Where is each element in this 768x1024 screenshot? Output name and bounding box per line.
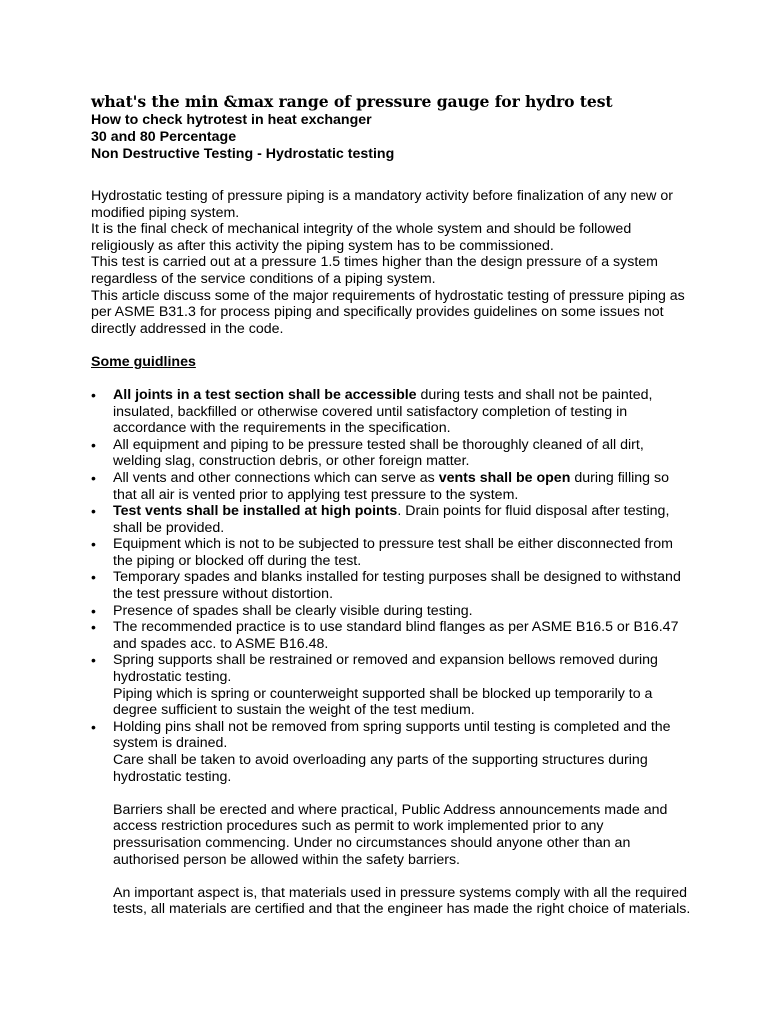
item-paragraph: An important aspect is, that materials used in pressure systems comply with all the required tests, all materials are certified and that the engineer has made the right choice of materials. bbox=[113, 884, 691, 918]
bold-text: All joints in a test section shall be accessible bbox=[113, 386, 417, 403]
list-item bbox=[91, 536, 691, 569]
item-text: All equipment and piping to be pressure tested shall be thoroughly cleaned of all dirt, welding slag, construction debris, or other foreign matter. bbox=[113, 436, 644, 470]
bullet-marker: • bbox=[91, 386, 96, 403]
paragraph-gap bbox=[113, 785, 691, 802]
bullet-marker: • bbox=[91, 503, 96, 520]
bullet-marker: • bbox=[91, 718, 96, 735]
guidelines-list bbox=[91, 387, 691, 918]
bullet-marker: • bbox=[91, 652, 96, 669]
intro-section bbox=[91, 188, 691, 337]
list-item bbox=[91, 470, 691, 503]
item-text: during filling so that all air is vented prior to applying test pressure to the system. bbox=[113, 469, 669, 503]
bullet-marker: • bbox=[91, 602, 96, 619]
intro-paragraph: This article discuss some of the major requirements of hydrostatic testing of pressure piping as per ASME B31.3 for process piping and specifically provides guidelines on some issues not directly addressed in the code. bbox=[91, 287, 685, 337]
list-item bbox=[91, 603, 691, 620]
bullet-marker: • bbox=[91, 469, 96, 486]
item-text: All vents and other connections which can serve as bbox=[113, 469, 439, 486]
paragraph-gap bbox=[113, 868, 691, 885]
item-paragraph: Barriers shall be erected and where practical, Public Address announcements made and access restriction procedures such as permit to work implemented prior to any pressurisation commencing. Under no circumstances should anyone other than an authorised person be allowed within the safety barriers. bbox=[113, 801, 668, 868]
document-page bbox=[91, 92, 691, 918]
item-text: Holding pins shall not be removed from spring supports until testing is completed and the system is drained. bbox=[113, 718, 671, 752]
item-text: Equipment which is not to be subjected to pressure test shall be either disconnected from the piping or blocked off during the test. bbox=[113, 536, 673, 569]
bullet-marker: • bbox=[91, 436, 96, 453]
item-text: Care shall be taken to avoid overloading any parts of the supporting structures during hydrostatic testing. bbox=[113, 752, 648, 785]
item-text: during tests and shall not be painted, insulated, backfilled or otherwise covered until satisfactory completion of testing in accordance with the requirements in the specification. bbox=[113, 386, 653, 437]
bold-text: vents shall be open bbox=[438, 469, 571, 486]
subheading-percentage: 30 and 80 Percentage bbox=[91, 129, 237, 145]
list-item bbox=[91, 437, 691, 470]
list-item bbox=[91, 652, 691, 718]
list-item bbox=[91, 387, 691, 437]
section-title-guidelines: Some guidlines bbox=[91, 354, 196, 371]
document-title: what's the min &max range of pressure gauge for hydro test bbox=[91, 92, 613, 111]
item-text: Temporary spades and blanks installed for testing purposes shall be designed to withstand the test pressure without distortion. bbox=[113, 569, 681, 603]
bullet-marker: • bbox=[91, 536, 96, 553]
bullet-marker: • bbox=[91, 619, 96, 636]
bullet-marker: • bbox=[91, 569, 96, 586]
list-item bbox=[91, 569, 691, 602]
list-item bbox=[91, 503, 691, 536]
item-text: Piping which is spring or counterweight supported shall be blocked up temporarily to a degree sufficient to sustain the weight of the test medium. bbox=[113, 685, 653, 719]
list-item bbox=[91, 619, 691, 652]
item-text: Presence of spades shall be clearly visible during testing. bbox=[113, 602, 473, 619]
subheading-ndt: Non Destructive Testing - Hydrostatic testing bbox=[91, 146, 395, 162]
item-text: The recommended practice is to use standard blind flanges as per ASME B16.5 or B16.47 and spades acc. to ASME B16.48. bbox=[113, 619, 679, 652]
intro-paragraph: This test is carried out at a pressure 1.5 times higher than the design pressure of a system regardless of the service conditions of a piping system. bbox=[91, 254, 658, 287]
subheading-heat-exchanger: How to check hytrotest in heat exchanger bbox=[91, 112, 372, 128]
item-text: Spring supports shall be restrained or removed and expansion bellows removed during hydrostatic testing. bbox=[113, 652, 658, 686]
intro-paragraph: It is the final check of mechanical integrity of the whole system and should be followed religiously as after this activity the piping system has to be commissioned. bbox=[91, 221, 632, 254]
item-text: . Drain points for fluid disposal after testing, shall be provided. bbox=[113, 503, 670, 536]
intro-paragraph: Hydrostatic testing of pressure piping is a mandatory activity before finalization of any new or modified piping system. bbox=[91, 188, 673, 221]
list-item bbox=[91, 719, 691, 918]
bold-text: Test vents shall be installed at high points bbox=[113, 503, 398, 520]
